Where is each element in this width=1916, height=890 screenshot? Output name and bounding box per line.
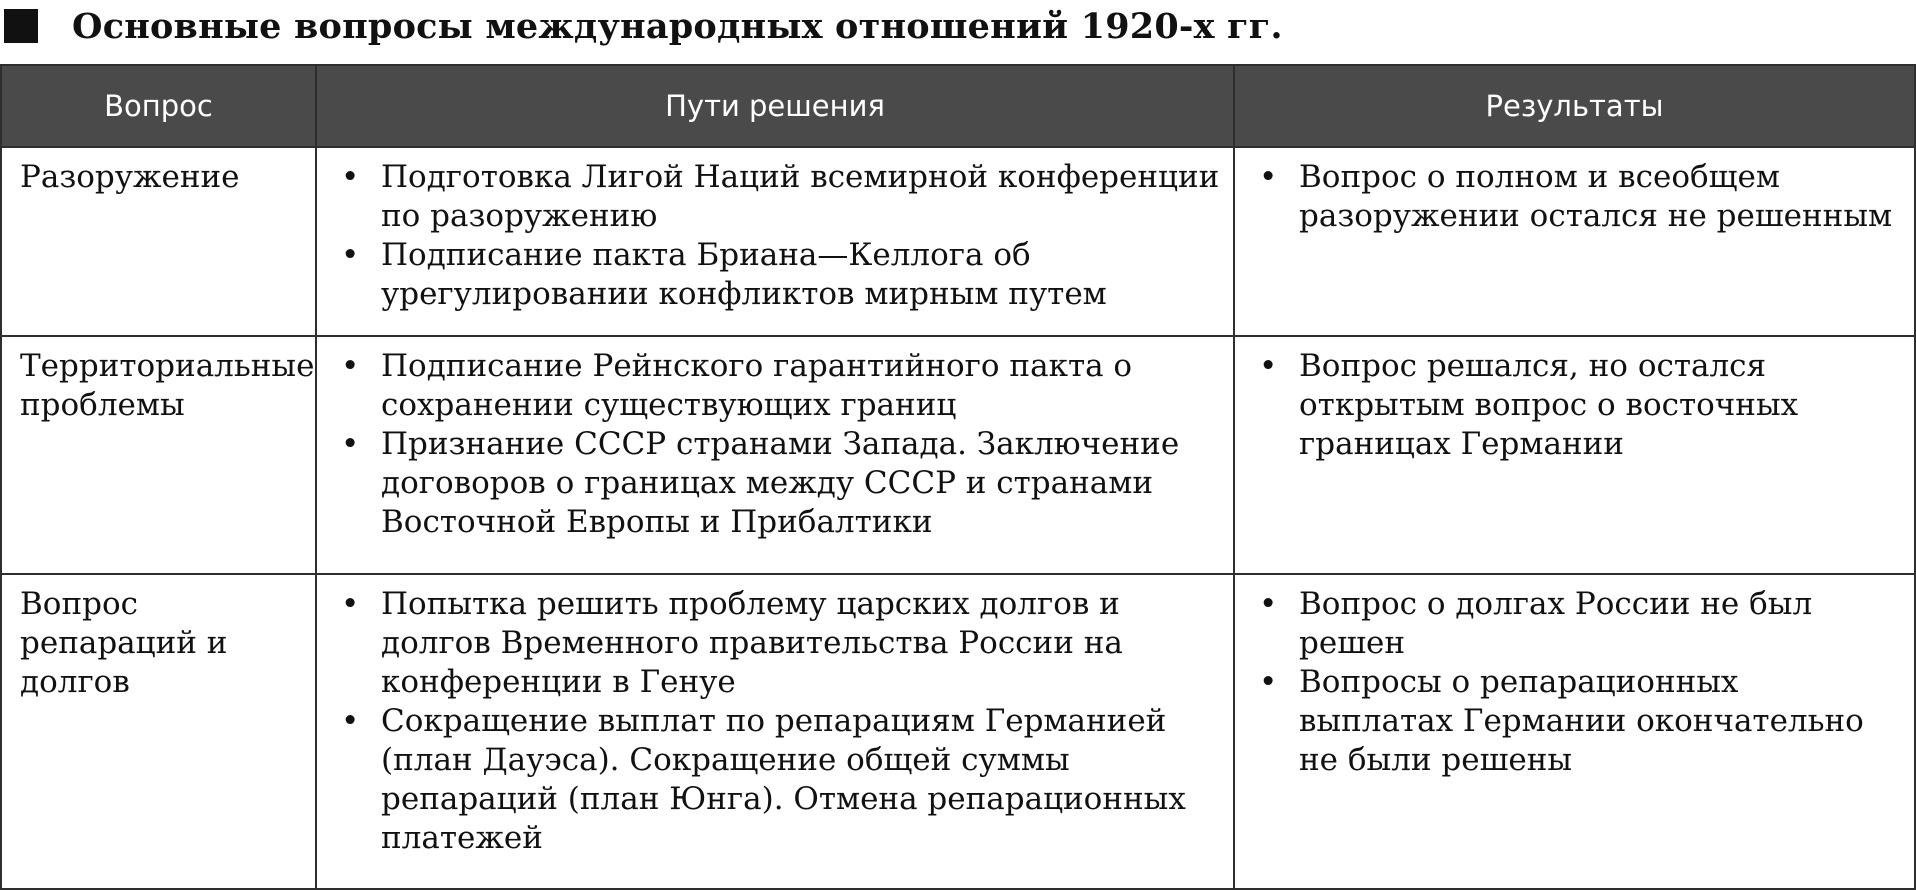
solutions-cell — [316, 336, 1234, 574]
solution-text: Подписание пакта Бриана—Келлога об урегулировании конфликтов мирным путем — [381, 237, 1107, 312]
issues-table — [0, 64, 1916, 890]
document-title-row — [0, 0, 1283, 52]
solutions-cell — [316, 147, 1234, 336]
table-row-territorial — [1, 336, 1915, 574]
solution-text: Попытка решить проблему царских долгов и долгов Временного правительства России на конференции в Генуе — [381, 586, 1123, 700]
result-item — [1253, 347, 1902, 464]
bullet-icon: • — [341, 703, 360, 739]
solution-text: Признание СССР странами Запада. Заключение договоров о границах между СССР и странами Восточной Европы и Прибалтики — [381, 426, 1180, 540]
bullet-icon: • — [1259, 664, 1278, 700]
solution-text: Подписание Рейнского гарантийного пакта о сохранении существующих границ — [381, 348, 1133, 423]
solution-item — [335, 236, 1221, 314]
bullet-icon: • — [1259, 586, 1278, 622]
topic-cell: Вопрос репараций и долгов — [1, 574, 316, 889]
header-question: Вопрос — [1, 65, 316, 147]
solution-text: Подготовка Лигой Наций всемирной конференции по разоружению — [381, 159, 1220, 234]
solutions-cell — [316, 574, 1234, 889]
solutions-list — [335, 585, 1221, 858]
bullet-icon: • — [341, 348, 360, 384]
header-solutions: Пути решения — [316, 65, 1234, 147]
result-text: Вопрос о долгах России не был решен — [1299, 586, 1813, 661]
solution-item — [335, 585, 1221, 702]
results-list — [1253, 585, 1902, 780]
result-text: Вопрос решался, но остался открытым вопрос о восточных границах Германии — [1299, 348, 1799, 462]
table-row-disarmament — [1, 147, 1915, 336]
bullet-icon: • — [1259, 159, 1278, 195]
table-row-reparations — [1, 574, 1915, 889]
results-cell — [1234, 336, 1915, 574]
bullet-icon: • — [1259, 348, 1278, 384]
solution-item — [335, 347, 1221, 425]
bullet-icon: • — [341, 586, 360, 622]
topic-cell: Территориальные проблемы — [1, 336, 316, 574]
solution-text: Сокращение выплат по репарациям Германией (план Дауэса). Сокращение общей суммы репараций (план Юнга). Отмена репарационных платежей — [381, 703, 1186, 856]
results-cell — [1234, 574, 1915, 889]
results-cell — [1234, 147, 1915, 336]
result-text: Вопросы о репарационных выплатах Германии окончательно не были решены — [1299, 664, 1864, 778]
topic-cell: Разоружение — [1, 147, 316, 336]
results-list — [1253, 158, 1902, 236]
bullet-icon: • — [341, 426, 360, 462]
bullet-icon: • — [341, 159, 360, 195]
document-title: Основные вопросы международных отношений 1920-х гг. — [72, 5, 1283, 47]
table-header — [1, 65, 1915, 147]
solution-item — [335, 158, 1221, 236]
solution-item — [335, 425, 1221, 542]
result-item — [1253, 585, 1902, 663]
result-text: Вопрос о полном и всеобщем разоружении остался не решенным — [1299, 159, 1893, 234]
bullet-icon: • — [341, 237, 360, 273]
header-row — [1, 65, 1915, 147]
table-body — [1, 147, 1915, 889]
results-list — [1253, 347, 1902, 464]
solutions-list — [335, 347, 1221, 542]
result-item — [1253, 158, 1902, 236]
solution-item — [335, 702, 1221, 858]
solutions-list — [335, 158, 1221, 314]
square-marker-icon — [4, 9, 38, 43]
header-results: Результаты — [1234, 65, 1915, 147]
result-item — [1253, 663, 1902, 780]
